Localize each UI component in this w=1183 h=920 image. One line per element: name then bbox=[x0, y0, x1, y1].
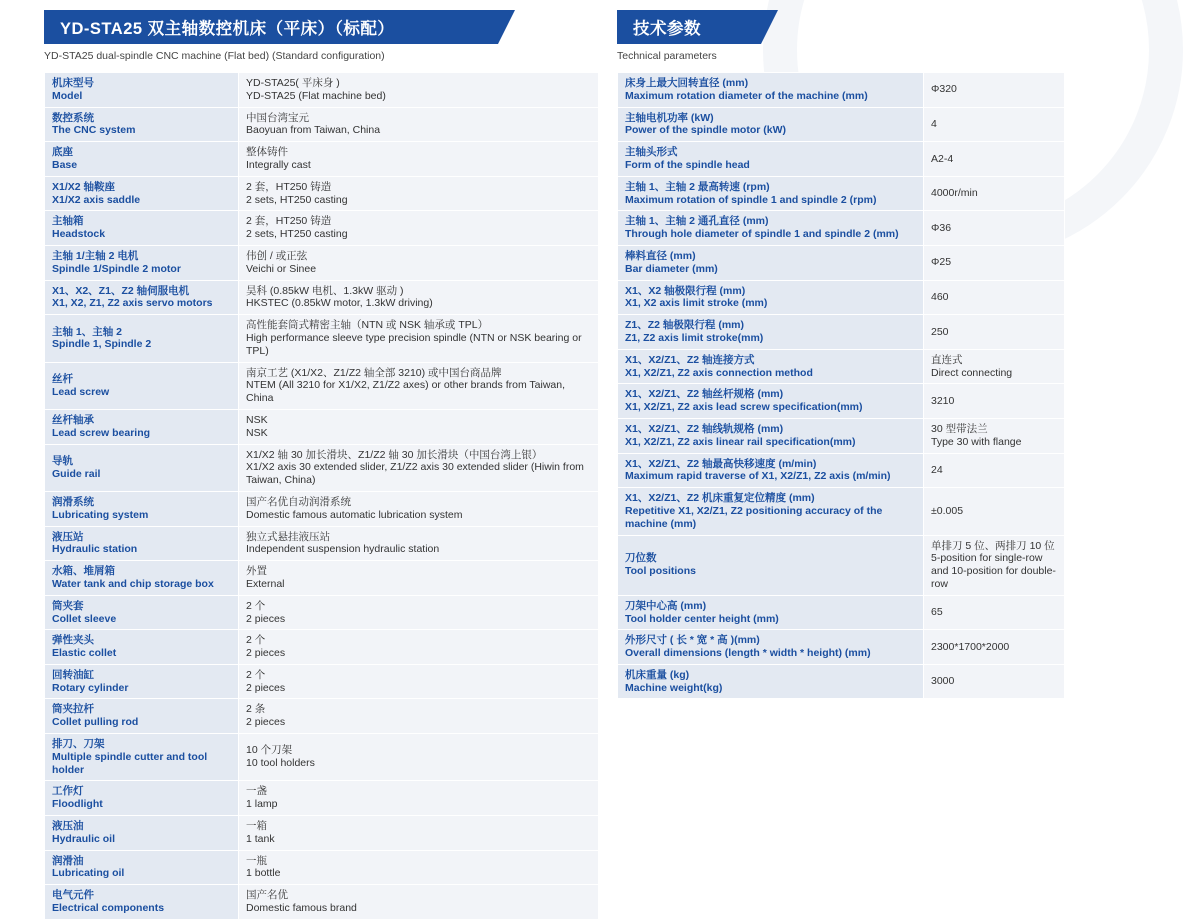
row-value bbox=[239, 781, 599, 816]
table-row bbox=[45, 107, 599, 142]
row-label-cn: 主轴 1、主轴 2 最高转速 (rpm) bbox=[625, 180, 770, 193]
row-value bbox=[924, 315, 1065, 350]
row-label-cn: 导轨 bbox=[52, 454, 73, 467]
row-label-cn: 筒夹套 bbox=[52, 599, 84, 612]
row-value-en: Direct connecting bbox=[931, 366, 1013, 379]
row-label bbox=[45, 245, 239, 280]
row-value-en: 2 pieces bbox=[246, 716, 286, 729]
table-row bbox=[45, 734, 599, 781]
row-label-en: X1, X2, Z1, Z2 axis servo motors bbox=[52, 297, 213, 310]
row-value-cn: 2 套，HT250 铸造 bbox=[246, 180, 332, 193]
table-row bbox=[618, 211, 1065, 246]
row-value-cn: 高性能套筒式精密主轴（NTN 或 NSK 轴承或 TPL） bbox=[246, 319, 489, 332]
row-label-en: X1, X2/Z1, Z2 axis linear rail specification(mm) bbox=[625, 435, 856, 448]
row-label-en: Lead screw bbox=[52, 385, 110, 398]
table-row bbox=[45, 699, 599, 734]
row-value-cn: Φ320 bbox=[931, 83, 957, 96]
table-row bbox=[618, 245, 1065, 280]
row-value-cn: 南京工艺 (X1/X2、Z1/Z2 轴全部 3210) 或中国台商品牌 bbox=[246, 366, 502, 379]
row-label bbox=[618, 384, 924, 419]
row-value-en: 2 sets, HT250 casting bbox=[246, 193, 348, 206]
table-row bbox=[45, 280, 599, 315]
row-label-en: Lead screw bearing bbox=[52, 426, 151, 439]
row-value bbox=[239, 561, 599, 596]
row-value bbox=[239, 409, 599, 444]
row-label-en: Lubricating oil bbox=[52, 867, 125, 880]
row-label-cn: X1、X2/Z1、Z2 机床重复定位精度 (mm) bbox=[625, 492, 815, 505]
row-value bbox=[239, 107, 599, 142]
row-label bbox=[618, 142, 924, 177]
row-value bbox=[239, 699, 599, 734]
row-label-en: Maximum rapid traverse of X1, X2/Z1, Z2 axis (m/min) bbox=[625, 470, 891, 483]
row-label-en: Through hole diameter of spindle 1 and spindle 2 (mm) bbox=[625, 228, 899, 241]
row-label-en: Spindle 1/Spindle 2 motor bbox=[52, 262, 181, 275]
row-value-cn: 2 个 bbox=[246, 668, 266, 681]
row-label-en: Tool positions bbox=[625, 565, 696, 578]
row-value bbox=[239, 630, 599, 665]
row-value-cn: ±0.005 bbox=[931, 504, 964, 517]
row-label-cn: 外形尺寸 ( 长 * 宽 * 高 )(mm) bbox=[625, 634, 760, 647]
row-label-cn: 工作灯 bbox=[52, 785, 84, 798]
row-value bbox=[239, 280, 599, 315]
table-row bbox=[618, 349, 1065, 384]
row-value-en: Baoyuan from Taiwan, China bbox=[246, 124, 381, 137]
row-label-cn: 筒夹拉杆 bbox=[52, 703, 94, 716]
row-label-en: Bar diameter (mm) bbox=[625, 262, 718, 275]
row-label-cn: 电气元件 bbox=[52, 889, 94, 902]
row-value-cn: 2 套，HT250 铸造 bbox=[246, 215, 332, 228]
row-value bbox=[239, 176, 599, 211]
row-label-cn: 棒料直径 (mm) bbox=[625, 249, 696, 262]
table-row bbox=[45, 630, 599, 665]
row-label-en: Water tank and chip storage box bbox=[52, 577, 214, 590]
row-label-cn: 数控系统 bbox=[52, 111, 94, 124]
row-label-en: X1, X2/Z1, Z2 axis connection method bbox=[625, 366, 813, 379]
row-label-en: Tool holder center height (mm) bbox=[625, 612, 779, 625]
row-value-cn: 65 bbox=[931, 606, 943, 619]
row-value-en: 2 pieces bbox=[246, 647, 286, 660]
row-value-cn: 30 型带法兰 bbox=[931, 422, 988, 435]
row-label-cn: 机床重量 (kg) bbox=[625, 668, 690, 681]
row-value-cn: 4 bbox=[931, 117, 937, 130]
row-value bbox=[239, 142, 599, 177]
table-row bbox=[618, 630, 1065, 665]
row-value-cn: Φ36 bbox=[931, 221, 952, 234]
row-value-cn: 24 bbox=[931, 463, 943, 476]
table-row bbox=[45, 491, 599, 526]
row-label-en: Electrical components bbox=[52, 902, 165, 915]
row-value-cn: 独立式悬挂液压站 bbox=[246, 530, 330, 543]
row-value bbox=[239, 850, 599, 885]
row-label-cn: 润滑系统 bbox=[52, 495, 94, 508]
row-value-en: NTEM (All 3210 for X1/X2, Z1/Z2 axes) or other brands from Taiwan, China bbox=[246, 379, 566, 405]
row-value-cn: Φ25 bbox=[931, 256, 952, 269]
row-value bbox=[924, 453, 1065, 488]
row-label bbox=[45, 211, 239, 246]
row-label-cn: 床身上最大回转直径 (mm) bbox=[625, 77, 749, 89]
row-value-en: Domestic famous brand bbox=[246, 902, 357, 915]
table-row bbox=[45, 362, 599, 409]
row-label-cn: 丝杆轴承 bbox=[52, 413, 94, 426]
row-label bbox=[45, 595, 239, 630]
row-label-cn: 丝杆 bbox=[52, 372, 73, 385]
row-value-cn: 直连式 bbox=[931, 353, 963, 366]
row-label-en: Maximum rotation diameter of the machine (mm) bbox=[625, 89, 868, 102]
row-value bbox=[239, 491, 599, 526]
row-label-en: Machine weight(kg) bbox=[625, 681, 723, 694]
row-label-en: Lubricating system bbox=[52, 508, 149, 521]
table-row bbox=[618, 315, 1065, 350]
configuration-table bbox=[44, 72, 599, 920]
row-value-en: 1 bottle bbox=[246, 867, 281, 880]
table-row bbox=[618, 73, 1065, 108]
table-row bbox=[45, 142, 599, 177]
row-label bbox=[45, 630, 239, 665]
row-label bbox=[618, 453, 924, 488]
row-value-en: NSK bbox=[246, 426, 268, 439]
row-label bbox=[45, 362, 239, 409]
row-label-en: Repetitive X1, X2/Z1, Z2 positioning accuracy of the machine (mm) bbox=[625, 504, 883, 530]
row-value-en: 5-position for single-row and 10-position for double-row bbox=[931, 552, 1056, 590]
table-row bbox=[45, 816, 599, 851]
row-value bbox=[924, 384, 1065, 419]
row-value bbox=[924, 630, 1065, 665]
row-value-cn: 一瓶 bbox=[246, 854, 267, 867]
table-row bbox=[618, 280, 1065, 315]
table-row bbox=[618, 453, 1065, 488]
row-value-cn: 中国台湾宝元 bbox=[246, 111, 309, 124]
row-label bbox=[618, 664, 924, 699]
row-value-cn: 4000r/min bbox=[931, 187, 978, 200]
row-value bbox=[924, 664, 1065, 699]
row-value-en: X1/X2 axis 30 extended slider, Z1/Z2 axis 30 extended slider (Hiwin from Taiwan, China) bbox=[246, 461, 584, 487]
row-value bbox=[924, 211, 1065, 246]
row-label-en: Headstock bbox=[52, 228, 106, 241]
row-value bbox=[239, 526, 599, 561]
row-label-en: X1/X2 axis saddle bbox=[52, 193, 141, 206]
table-row bbox=[45, 444, 599, 491]
row-label bbox=[45, 664, 239, 699]
row-label-cn: 润滑油 bbox=[52, 854, 84, 867]
row-value bbox=[239, 211, 599, 246]
row-label bbox=[618, 488, 924, 535]
row-label bbox=[45, 176, 239, 211]
row-value bbox=[924, 349, 1065, 384]
row-value-en: Type 30 with flange bbox=[931, 435, 1022, 448]
row-value-en: YD-STA25 (Flat machine bed) bbox=[246, 89, 386, 102]
row-label bbox=[618, 418, 924, 453]
row-label bbox=[45, 850, 239, 885]
row-value-cn: 2 个 bbox=[246, 634, 266, 647]
row-value-en: 2 sets, HT250 casting bbox=[246, 228, 348, 241]
row-label bbox=[45, 409, 239, 444]
row-label-en: The CNC system bbox=[52, 124, 136, 137]
row-value bbox=[924, 280, 1065, 315]
row-label bbox=[45, 444, 239, 491]
right-panel-banner bbox=[617, 10, 761, 44]
row-label bbox=[618, 211, 924, 246]
table-row bbox=[618, 535, 1065, 595]
row-label bbox=[45, 561, 239, 596]
row-label bbox=[45, 73, 239, 108]
row-value-en: Veichi or Sinee bbox=[246, 262, 317, 275]
row-label-en: X1, X2 axis limit stroke (mm) bbox=[625, 297, 768, 310]
row-value-en: 2 pieces bbox=[246, 681, 286, 694]
table-row bbox=[618, 595, 1065, 630]
row-label-en: Floodlight bbox=[52, 798, 103, 811]
row-label-en: Elastic collet bbox=[52, 647, 117, 660]
row-value bbox=[924, 245, 1065, 280]
right-panel-title: 技术参数 bbox=[633, 20, 701, 38]
row-label bbox=[45, 526, 239, 561]
row-value bbox=[924, 142, 1065, 177]
row-value-cn: X1/X2 轴 30 加长滑块、Z1/Z2 轴 30 加长滑块（中国台湾上银） bbox=[246, 448, 543, 461]
table-row bbox=[45, 176, 599, 211]
row-value bbox=[924, 418, 1065, 453]
row-label-en: Base bbox=[52, 158, 78, 171]
left-panel-subtitle: YD-STA25 dual-spindle CNC machine (Flat bed) (Standard configuration) bbox=[44, 50, 385, 62]
row-value-cn: 250 bbox=[931, 325, 949, 338]
row-label-cn: X1/X2 轴鞍座 bbox=[52, 180, 116, 193]
row-value-en: 10 tool holders bbox=[246, 757, 315, 770]
row-value-cn: 一箱 bbox=[246, 820, 267, 833]
row-label-cn: 主轴箱 bbox=[52, 215, 84, 228]
row-value-cn: 国产名优 bbox=[246, 889, 288, 902]
row-value-cn: 国产名优自动润滑系统 bbox=[246, 495, 351, 508]
row-value-en: 2 pieces bbox=[246, 612, 286, 625]
row-value bbox=[924, 488, 1065, 535]
row-label-cn: 回转油缸 bbox=[52, 668, 94, 681]
row-label-cn: 排刀、刀架 bbox=[52, 738, 105, 751]
row-value-cn: NSK bbox=[246, 413, 268, 426]
row-label bbox=[618, 176, 924, 211]
row-label bbox=[618, 630, 924, 665]
row-label-cn: X1、X2/Z1、Z2 轴最高快移速度 (m/min) bbox=[625, 457, 817, 470]
technical-parameters-table bbox=[617, 72, 1065, 699]
table-row bbox=[45, 245, 599, 280]
row-label-cn: 主轴 1/主轴 2 电机 bbox=[52, 249, 139, 262]
table-row bbox=[45, 315, 599, 362]
row-value bbox=[924, 595, 1065, 630]
table-row bbox=[618, 488, 1065, 535]
row-label-en: Power of the spindle motor (kW) bbox=[625, 124, 787, 137]
row-value-cn: 外置 bbox=[246, 565, 267, 578]
row-label-en: Multiple spindle cutter and tool holder bbox=[52, 750, 208, 776]
row-label-cn: X1、X2/Z1、Z2 轴丝杆规格 (mm) bbox=[625, 388, 784, 401]
row-label-cn: X1、X2、Z1、Z2 轴伺服电机 bbox=[52, 284, 190, 297]
table-row bbox=[45, 73, 599, 108]
row-value-cn: 单排刀 5 位、两排刀 10 位 bbox=[931, 539, 1055, 552]
table-row bbox=[618, 176, 1065, 211]
table-row bbox=[45, 664, 599, 699]
row-label-en: Guide rail bbox=[52, 467, 101, 480]
row-value bbox=[924, 176, 1065, 211]
row-label bbox=[618, 535, 924, 595]
row-value-en: External bbox=[246, 577, 285, 590]
row-label-en: Spindle 1, Spindle 2 bbox=[52, 338, 152, 351]
table-row bbox=[45, 526, 599, 561]
row-label bbox=[618, 245, 924, 280]
row-label bbox=[45, 734, 239, 781]
row-label-cn: 主轴电机功率 (kW) bbox=[625, 111, 714, 124]
row-label bbox=[45, 491, 239, 526]
table-row bbox=[45, 885, 599, 920]
table-row bbox=[618, 664, 1065, 699]
row-label-cn: 弹性夹头 bbox=[52, 634, 94, 647]
row-value bbox=[239, 315, 599, 362]
row-value-cn: A2-4 bbox=[931, 152, 954, 165]
row-value-cn: 2300*1700*2000 bbox=[931, 640, 1010, 653]
row-label-cn: 水箱、堆屑箱 bbox=[52, 565, 115, 578]
row-value-cn: 460 bbox=[931, 290, 949, 303]
row-label bbox=[45, 885, 239, 920]
row-value-en: 1 lamp bbox=[246, 798, 278, 811]
row-label-en: Form of the spindle head bbox=[625, 158, 750, 171]
row-label-en: X1, X2/Z1, Z2 axis lead screw specification(mm) bbox=[625, 401, 863, 414]
row-label-en: Z1, Z2 axis limit stroke(mm) bbox=[625, 331, 764, 344]
row-label bbox=[45, 280, 239, 315]
table-row bbox=[618, 107, 1065, 142]
table-row bbox=[618, 384, 1065, 419]
row-label-cn: X1、X2 轴极限行程 (mm) bbox=[625, 284, 746, 297]
row-label-en: Rotary cylinder bbox=[52, 681, 129, 694]
row-label-cn: 刀位数 bbox=[625, 552, 657, 565]
row-label-en: Overall dimensions (length * width * height) (mm) bbox=[625, 647, 871, 660]
row-label-en: Hydraulic station bbox=[52, 543, 138, 556]
row-value bbox=[239, 816, 599, 851]
row-value-cn: 一盏 bbox=[246, 785, 267, 798]
row-label bbox=[45, 816, 239, 851]
right-panel-subtitle: Technical parameters bbox=[617, 50, 717, 62]
row-label bbox=[45, 699, 239, 734]
row-label-en: Maximum rotation of spindle 1 and spindle 2 (rpm) bbox=[625, 193, 877, 206]
table-row bbox=[45, 211, 599, 246]
row-value-cn: 2 个 bbox=[246, 599, 266, 612]
row-label-cn: Z1、Z2 轴极限行程 (mm) bbox=[625, 319, 745, 332]
row-label-en: Collet sleeve bbox=[52, 612, 117, 625]
row-value-cn: 2 条 bbox=[246, 703, 266, 716]
row-value bbox=[924, 107, 1065, 142]
table-row bbox=[45, 781, 599, 816]
left-panel-banner bbox=[44, 10, 498, 44]
row-value-en: Independent suspension hydraulic station bbox=[246, 543, 440, 556]
row-value bbox=[239, 595, 599, 630]
row-value bbox=[239, 885, 599, 920]
row-label-cn: 机床型号 bbox=[52, 77, 94, 89]
row-value-cn: 3210 bbox=[931, 394, 955, 407]
row-value-cn: 伟创 / 或正弦 bbox=[246, 249, 308, 262]
row-label-cn: 液压油 bbox=[52, 820, 84, 833]
table-row bbox=[45, 595, 599, 630]
row-label-en: Collet pulling rod bbox=[52, 716, 139, 729]
table-row bbox=[45, 850, 599, 885]
row-value bbox=[239, 734, 599, 781]
row-value-cn: YD-STA25( 平床身 ) bbox=[246, 77, 340, 89]
table-row bbox=[45, 561, 599, 596]
row-value bbox=[239, 664, 599, 699]
left-panel-title: YD-STA25 双主轴数控机床（平床）（标配） bbox=[60, 20, 395, 38]
row-value-en: Integrally cast bbox=[246, 158, 311, 171]
row-value-en: HKSTEC (0.85kW motor, 1.3kW driving) bbox=[246, 297, 433, 310]
row-value-en: 1 tank bbox=[246, 832, 275, 845]
row-label-cn: 刀架中心高 (mm) bbox=[625, 599, 707, 612]
row-label-cn: X1、X2/Z1、Z2 轴连接方式 bbox=[625, 353, 755, 366]
row-label-cn: 主轴 1、主轴 2 通孔直径 (mm) bbox=[625, 215, 769, 228]
row-value-cn: 10 个刀架 bbox=[246, 744, 293, 757]
row-label bbox=[618, 280, 924, 315]
table-row bbox=[618, 142, 1065, 177]
row-value-en: Domestic famous automatic lubrication system bbox=[246, 508, 463, 521]
row-value-cn: 整体铸件 bbox=[246, 146, 288, 159]
row-label-cn: 主轴头形式 bbox=[625, 146, 678, 159]
row-label bbox=[45, 315, 239, 362]
row-label-cn: 底座 bbox=[52, 146, 73, 159]
row-label bbox=[618, 315, 924, 350]
row-label bbox=[618, 73, 924, 108]
table-row bbox=[618, 418, 1065, 453]
row-label bbox=[45, 142, 239, 177]
row-value bbox=[924, 535, 1065, 595]
row-label bbox=[45, 781, 239, 816]
row-label-cn: 液压站 bbox=[52, 530, 84, 543]
row-value bbox=[239, 362, 599, 409]
row-label bbox=[618, 349, 924, 384]
row-value-cn: 3000 bbox=[931, 675, 955, 688]
row-value bbox=[924, 73, 1065, 108]
row-label-en: Model bbox=[52, 89, 83, 102]
row-label bbox=[45, 107, 239, 142]
row-label-cn: X1、X2/Z1、Z2 轴线轨规格 (mm) bbox=[625, 422, 784, 435]
row-value-en: High performance sleeve type precision spindle (NTN or NSK bearing or TPL) bbox=[246, 331, 582, 357]
row-label-cn: 主轴 1、主轴 2 bbox=[52, 325, 123, 338]
row-value-cn: 昊科 (0.85kW 电机、1.3kW 驱动 ) bbox=[246, 284, 404, 297]
row-label bbox=[618, 595, 924, 630]
row-value bbox=[239, 444, 599, 491]
row-value bbox=[239, 73, 599, 108]
row-label-en: Hydraulic oil bbox=[52, 832, 116, 845]
row-value bbox=[239, 245, 599, 280]
row-label bbox=[618, 107, 924, 142]
table-row bbox=[45, 409, 599, 444]
